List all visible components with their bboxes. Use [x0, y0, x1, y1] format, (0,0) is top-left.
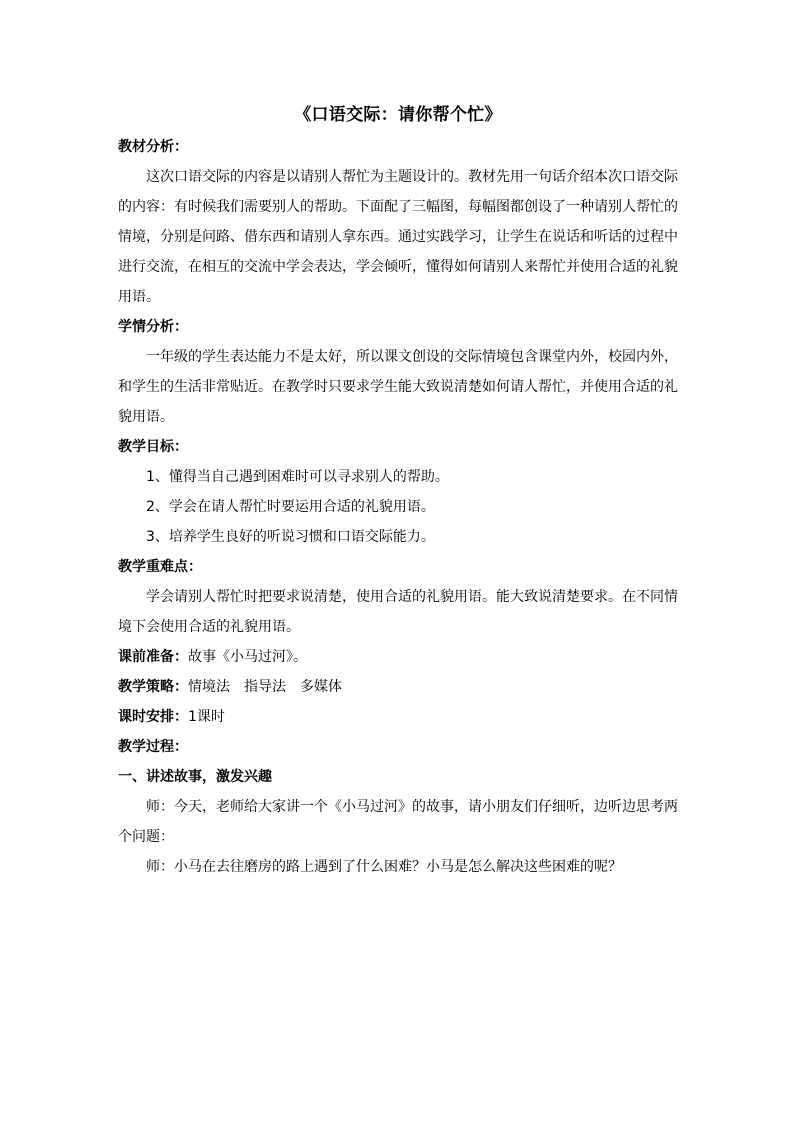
preparation-label: 课前准备： [118, 649, 188, 665]
student-analysis-heading: 学情分析： [118, 319, 188, 335]
teaching-goal-item: 2、学会在请人帮忙时要运用合适的礼貌用语。 [146, 499, 435, 515]
schedule-line [118, 702, 678, 732]
student-analysis-body: 一年级的学生表达能力不是太好，所以课文创设的交际情境包含课堂内外，校园内外，和学生的生活非常贴近。在教学时只要求学生能大致说清楚如何请人帮忙，并使用合适的礼貌用语。 [118, 349, 678, 425]
textbook-analysis-body: 这次口语交际的内容是以请别人帮忙为主题设计的。教材先用一句话介绍本次口语交际的内容：有时候我们需要别人的帮助。下面配了三幅图，每幅图都创设了一种请别人帮忙的情境，分别是问路、借东西和请别人拿东西。通过实践学习，让学生在说话和听话的过程中进行交流，在相互的交流中学会表达，学会倾听，懂得如何请别人来帮忙并使用合适的礼貌用语。 [118, 169, 678, 305]
schedule-value: 1课时 [188, 709, 225, 725]
process-paragraph: 师：小马在去往磨房的路上遇到了什么困难？小马是怎么解决这些困难的呢？ [146, 859, 622, 875]
key-points-heading: 教学重难点： [118, 559, 202, 575]
teaching-goal-item: 3、培养学生良好的听说习惯和口语交际能力。 [146, 529, 435, 545]
process-step1-heading: 一、讲述故事，激发兴趣 [118, 769, 272, 785]
textbook-analysis-heading: 教材分析： [118, 139, 188, 155]
teaching-goal-item: 1、懂得当自己遇到困难时可以寻求别人的帮助。 [146, 469, 449, 485]
preparation-value: 故事《小马过河》。 [188, 649, 307, 665]
strategy-label: 教学策略： [118, 679, 188, 695]
strategy-line [118, 672, 678, 702]
schedule-label: 课时安排： [118, 709, 188, 725]
preparation-line [118, 642, 678, 672]
strategy-value: 情境法 指导法 多媒体 [188, 679, 342, 695]
process-heading: 教学过程： [118, 739, 188, 755]
teaching-goals-heading: 教学目标： [118, 439, 188, 455]
key-points-body: 学会请别人帮忙时把要求说清楚，使用合适的礼貌用语。能大致说清楚要求。在不同情境下会使用合适的礼貌用语。 [118, 589, 678, 635]
process-paragraph: 师：今天，老师给大家讲一个《小马过河》的故事，请小朋友们仔细听，边听边思考两个问题： [118, 799, 678, 845]
document-page [118, 100, 678, 882]
document-title: 《口语交际：请你帮个忙》 [294, 105, 502, 125]
